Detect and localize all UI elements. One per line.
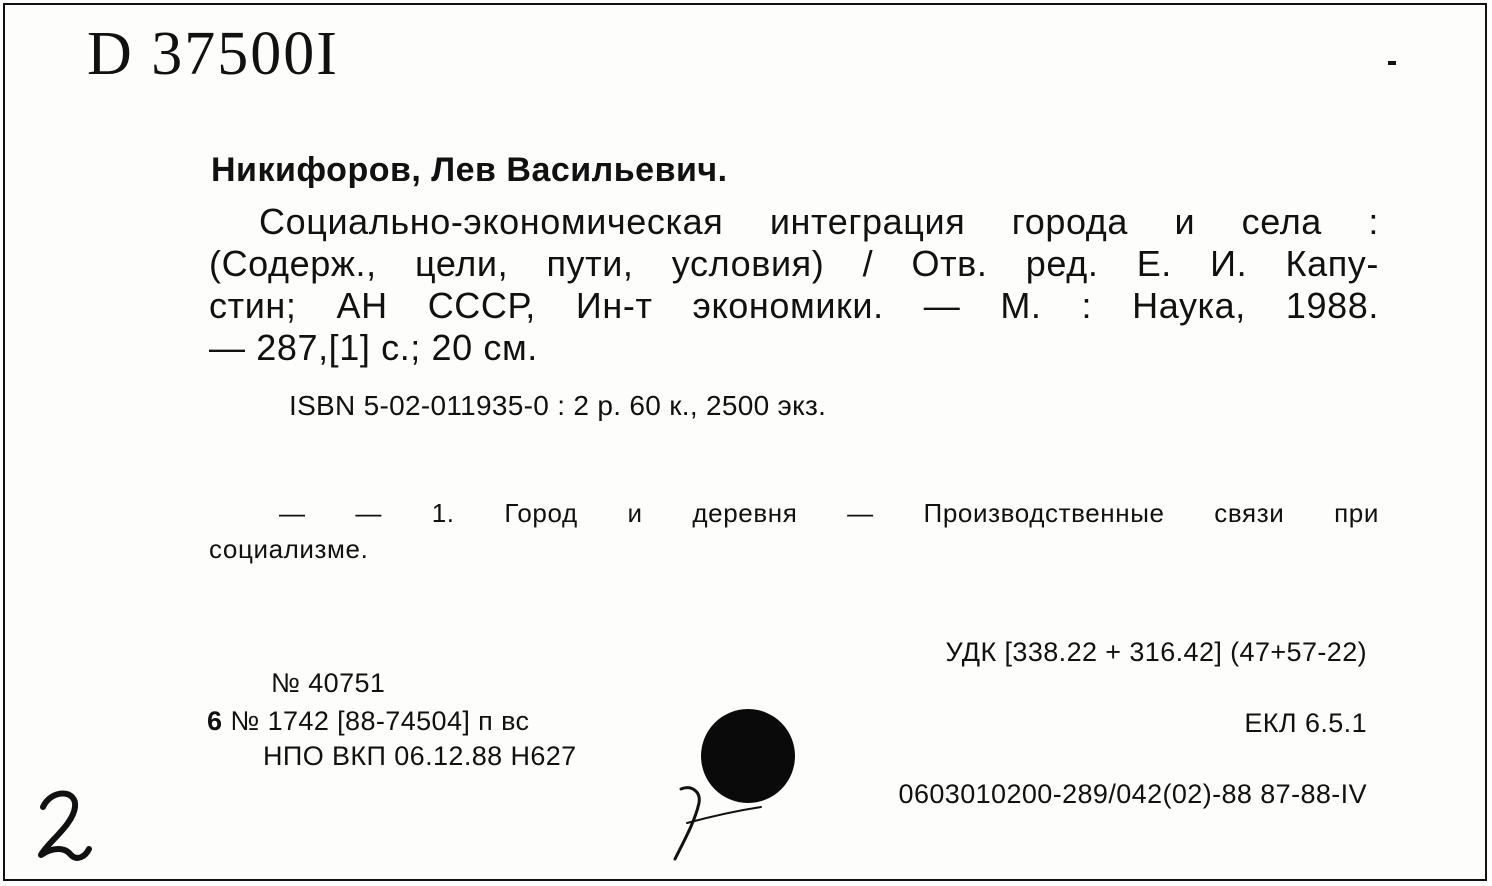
card-number: № 40751 (271, 668, 386, 698)
title-line: Социально-экономическая интеграция города и села : (259, 201, 1379, 242)
corner-mark (1388, 61, 1396, 65)
order-prefix: 6 (207, 706, 223, 736)
subject-line: — — 1. Город и деревня — Производственные связи при (279, 498, 1379, 528)
publication-code: 0603010200-289/042(02)-88 87-88-IV (898, 779, 1367, 809)
catalog-card (3, 3, 1487, 881)
npo-line: НПО ВКП 06.12.88 Н627 (263, 741, 577, 771)
title-line: (Содерж., цели, пути, условия) / Отв. ред. Е. И. Капу- (209, 243, 1379, 284)
title-line: стин; АН СССР, Ин-т экономики. — М. : Наука, 1988. (209, 285, 1379, 326)
handwritten-number-2 (31, 785, 101, 865)
ekl-code: ЕКЛ 6.5.1 (1244, 708, 1367, 738)
order-text: № 1742 [88-74504] п вс (230, 706, 530, 736)
subject-line: социализме. (209, 534, 369, 564)
isbn-line: ISBN 5-02-011935-0 : 2 р. 60 к., 2500 экз. (289, 390, 827, 421)
call-number: D 37500I (87, 20, 339, 88)
subject-heading (209, 495, 1379, 567)
title-line: — 287,[1] с.; 20 см. (209, 327, 538, 368)
handwritten-mark-7 (665, 777, 785, 867)
udk-code: УДК [338.22 + 316.42] (47+57-22) (945, 637, 1367, 667)
author-heading: Никифоров, Лев Васильевич. (211, 151, 728, 189)
order-line (207, 706, 529, 737)
title-description (209, 201, 1379, 369)
